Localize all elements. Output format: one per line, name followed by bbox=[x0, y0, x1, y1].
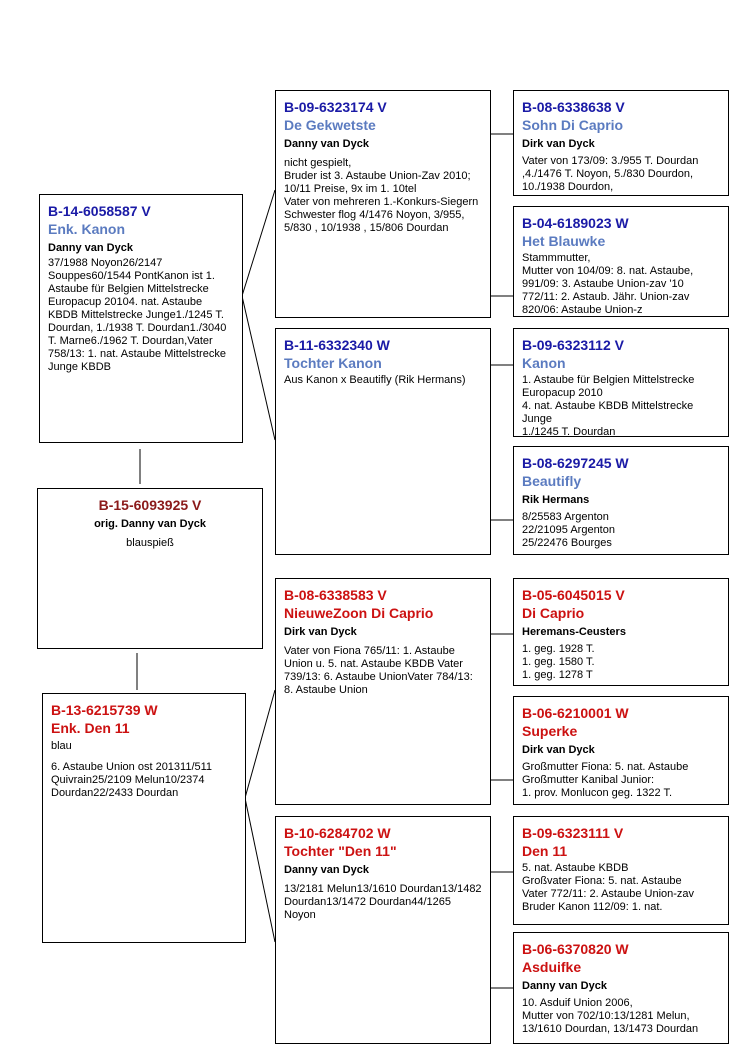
dam-sire-card bbox=[275, 578, 491, 805]
ssd-desc: Stammmutter, Mutter von 104/09: 8. nat. Astaube, 991/09: 3. Astaube Union-zav '10 772/11: 2. Astaub. Jähr. Union-zav 820/06: Astaube Union-z bbox=[522, 252, 694, 316]
dd-name: Tochter "Den 11" bbox=[284, 843, 397, 859]
sds-ring-number: B-09-6323112 V bbox=[522, 337, 624, 353]
sire-dam-card bbox=[275, 328, 491, 555]
subject-desc: blauspieß bbox=[126, 537, 174, 549]
ssd-ring-number: B-04-6189023 W bbox=[522, 215, 629, 231]
dsd-card bbox=[513, 696, 729, 805]
dam-dam-card bbox=[275, 816, 491, 1044]
dam-color: blau bbox=[51, 740, 72, 752]
dss-ring-number: B-05-6045015 V bbox=[522, 587, 625, 603]
dam-card bbox=[42, 693, 246, 943]
ds-owner: Dirk van Dyck bbox=[284, 626, 357, 638]
sire-ring-number: B-14-6058587 V bbox=[48, 203, 151, 219]
ddd-ring-number: B-06-6370820 W bbox=[522, 941, 629, 957]
ss-ring-number: B-09-6323174 V bbox=[284, 99, 387, 115]
ss-name: De Gekwetste bbox=[284, 117, 376, 133]
dds-name: Den 11 bbox=[522, 843, 568, 859]
dsd-desc: Großmutter Fiona: 5. nat. Astaube Großmutter Kanibal Junior: 1. prov. Monlucon geg. 1322 T. bbox=[522, 761, 689, 799]
ssd-name: Het Blauwke bbox=[522, 233, 606, 249]
dss-card bbox=[513, 578, 729, 686]
dam-name: Enk. Den 11 bbox=[51, 720, 130, 736]
sire-name: Enk. Kanon bbox=[48, 221, 126, 237]
dss-owner: Heremans-Ceusters bbox=[522, 626, 626, 638]
dss-name: Di Caprio bbox=[522, 605, 585, 621]
sds-desc: 1. Astaube für Belgien Mittelstrecke Europacup 2010 4. nat. Astaube KBDB Mittelstrecke Junge 1./1245 T. Dourdan bbox=[522, 374, 695, 437]
ssd-card bbox=[513, 206, 729, 317]
ds-name: NieuweZoon Di Caprio bbox=[284, 605, 434, 621]
sire-sire-card bbox=[275, 90, 491, 318]
sd-name: Tochter Kanon bbox=[284, 355, 382, 371]
ds-desc: Vater von Fiona 765/11: 1. Astaube Union u. 5. nat. Astaube KBDB Vater 739/13: 6. Astaube UnionVater 784/13: 8. Astaube Union bbox=[284, 645, 473, 696]
sdd-card bbox=[513, 446, 729, 555]
dam-ring-number: B-13-6215739 W bbox=[51, 702, 158, 718]
sds-card bbox=[513, 328, 729, 437]
ddd-owner: Danny van Dyck bbox=[522, 980, 607, 992]
sss-owner: Dirk van Dyck bbox=[522, 138, 595, 150]
sss-card bbox=[513, 90, 729, 196]
sss-ring-number: B-08-6338638 V bbox=[522, 99, 625, 115]
ds-ring-number: B-08-6338583 V bbox=[284, 587, 387, 603]
ddd-desc: 10. Asduif Union 2006, Mutter von 702/10:13/1281 Melun, 13/1610 Dourdan, 13/1473 Dourdan bbox=[522, 997, 699, 1035]
dsd-owner: Dirk van Dyck bbox=[522, 744, 595, 756]
sd-desc: Aus Kanon x Beautifly (Rik Hermans) bbox=[284, 374, 466, 386]
subject-card bbox=[37, 488, 263, 649]
sire-owner: Danny van Dyck bbox=[48, 242, 133, 254]
ss-owner: Danny van Dyck bbox=[284, 138, 369, 150]
dd-owner: Danny van Dyck bbox=[284, 864, 369, 876]
sds-name: Kanon bbox=[522, 355, 566, 371]
ddd-name: Asduifke bbox=[522, 959, 582, 975]
subject-ring-number: B-15-6093925 V bbox=[98, 497, 202, 513]
sire-card bbox=[39, 194, 243, 443]
sdd-ring-number: B-08-6297245 W bbox=[522, 455, 629, 471]
dds-ring-number: B-09-6323111 V bbox=[522, 825, 624, 841]
sire-desc: 37/1988 Noyon26/2147 Souppes60/1544 PontKanon ist 1. Astaube für Belgien Mittelstrecke Europacup 20104. nat. Astaube KBDB Mittelstrecke Junge1./1245 T. Dourdan, 1./1938 T. Dourdan1./3040 T. Marne6./1962 T. Dourdan,Vater 758/13: 1. nat. Astaube Mittelstrecke Junge KBDB bbox=[48, 257, 227, 373]
dd-ring-number: B-10-6284702 W bbox=[284, 825, 391, 841]
dsd-name: Superke bbox=[522, 723, 578, 739]
subject-owner: orig. Danny van Dyck bbox=[94, 518, 206, 530]
sdd-name: Beautifly bbox=[522, 473, 582, 489]
sss-name: Sohn Di Caprio bbox=[522, 117, 624, 133]
dds-desc: 5. nat. Astaube KBDB Großvater Fiona: 5. nat. Astaube Vater 772/11: 2. Astaube Union-zav Bruder Kanon 112/09: 1. nat. bbox=[522, 862, 695, 913]
dd-desc: 13/2181 Melun13/1610 Dourdan13/1482 Dourdan13/1472 Dourdan44/1265 Noyon bbox=[284, 883, 482, 921]
ss-desc: nicht gespielt, Bruder ist 3. Astaube Union-Zav 2010; 10/11 Preise, 9x im 1. 10tel Vater von mehreren 1.-Konkurs-Siegern Schwester flog 4/1476 Noyon, 3/955, 5/830 , 10/1938 , 15/806 Dourdan bbox=[284, 157, 479, 234]
sdd-desc: 8/25583 Argenton 22/21095 Argenton 25/22476 Bourges bbox=[522, 511, 615, 549]
dss-desc: 1. geg. 1928 T. 1. geg. 1580 T. 1. geg. 1278 T bbox=[522, 643, 595, 681]
sss-desc: Vater von 173/09: 3./955 T. Dourdan ,4./1476 T. Noyon, 5./830 Dourdon, 10./1938 Dourdon, bbox=[522, 155, 699, 193]
sd-ring-number: B-11-6332340 W bbox=[284, 337, 390, 353]
sdd-owner: Rik Hermans bbox=[522, 494, 590, 506]
dsd-ring-number: B-06-6210001 W bbox=[522, 705, 629, 721]
ddd-card bbox=[513, 932, 729, 1044]
dam-desc: 6. Astaube Union ost 201311/511 Quivrain25/2109 Melun10/2374 Dourdan22/2433 Dourdan bbox=[51, 761, 213, 799]
dds-card bbox=[513, 816, 729, 925]
